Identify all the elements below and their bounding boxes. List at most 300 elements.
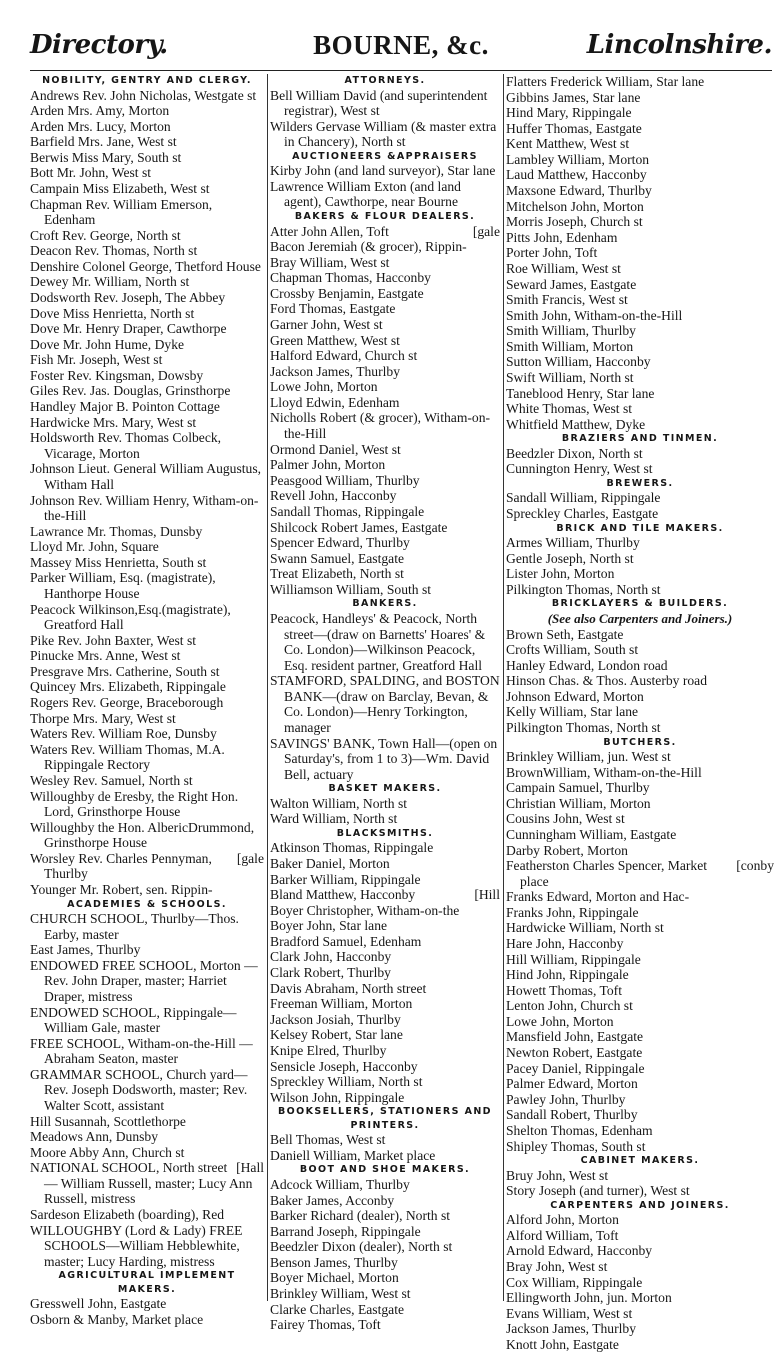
entry-text: Palmer John, Morton [270, 457, 386, 473]
entry-text: Holdsworth Rev. Thomas Colbeck, Vicarage, Morton [30, 430, 222, 461]
entry-text: Arnold Edward, Hacconby [506, 1243, 653, 1259]
directory-entry [30, 711, 264, 727]
directory-entry [30, 274, 264, 290]
directory-entry [30, 415, 264, 431]
entry-text: Jackson Josiah, Thurlby [270, 1011, 401, 1027]
column-divider [267, 74, 268, 1301]
directory-entry [270, 1255, 500, 1271]
entry-text: Lawrence William Exton (and land agent), Cawthorpe, near Bourne [270, 178, 461, 210]
entry-text: Hill William, Rippingale [506, 951, 641, 967]
entry-text: Sandall Robert, Thurlby [506, 1107, 638, 1123]
section-heading: BOOKSELLERS, STATIONERS AND PRINTERS. [278, 1106, 492, 1131]
directory-entry [506, 704, 774, 720]
directory-entry [270, 1059, 500, 1075]
entry-text: Christian William, Morton [506, 795, 651, 811]
directory-entry [270, 395, 500, 411]
directory-entry [506, 277, 774, 293]
entry-text: Fairey Thomas, Toft [270, 1317, 381, 1333]
directory-column-3 [506, 74, 774, 1352]
entry-text: Ellingworth John, jun. Morton [506, 1290, 672, 1306]
directory-entry [506, 230, 774, 246]
entry-text: Ward William, North st [270, 811, 398, 827]
directory-entry [270, 811, 500, 827]
directory-entry [30, 1160, 264, 1207]
entry-text: Bruy John, West st [506, 1167, 609, 1183]
directory-entry [506, 796, 774, 812]
entry-text: Ford Thomas, Eastgate [270, 301, 396, 317]
directory-entry [506, 936, 774, 952]
entry-text: Waters Rev. William Roe, Dunsby [30, 726, 217, 742]
entry-text: Denshire Colonel George, Thetford House [30, 258, 261, 274]
entry-text: WILLOUGHBY (Lord & Lady) FREE SCHOOLS—William Hebblewhite, master; Lucy Harding, mistress [30, 1222, 243, 1269]
entry-text: Pilkington Thomas, North st [506, 719, 661, 735]
entry-text: Dodsworth Rev. Joseph, The Abbey [30, 290, 226, 306]
entry-text: Baker James, Acconby [270, 1192, 395, 1208]
entry-text: Lowe John, Morton [270, 379, 378, 395]
entry-text: Bacon Jeremiah (& grocer), Rippin- [270, 239, 467, 255]
directory-entry [506, 858, 774, 889]
entry-text: ENDOWED FREE SCHOOL, Morton —Rev. John Draper, master; Harriet Draper, mistress [30, 957, 258, 1004]
section-heading: CARPENTERS AND JOINERS. [550, 1199, 730, 1211]
directory-entry [270, 224, 500, 240]
directory-entry [30, 352, 264, 368]
directory-entry [270, 965, 500, 981]
directory-entry [270, 255, 500, 271]
directory-entry [506, 627, 774, 643]
directory-entry [506, 952, 774, 968]
entry-text: Brown Seth, Eastgate [506, 626, 624, 642]
directory-entry [506, 1275, 774, 1291]
entry-text: ENDOWED SCHOOL, Rippingale— William Gale, master [30, 1004, 237, 1036]
entry-text: Hanley Edward, London road [506, 657, 668, 673]
directory-entry [270, 996, 500, 1012]
entry-text: Dewey Mr. William, North st [30, 274, 190, 290]
directory-entry [270, 488, 500, 504]
entry-text: Dove Miss Henrietta, North st [30, 305, 195, 321]
entry-text: GRAMMAR SCHOOL, Church yard— Rev. Joseph Dodsworth, master; Rev. Walter Scott, assistant [30, 1066, 248, 1113]
header-title: BOURNE, &c. [313, 30, 489, 60]
directory-entry [506, 658, 774, 674]
entry-text: Kirby John (and land surveyor), Star lane [270, 163, 496, 179]
directory-entry [506, 1107, 774, 1123]
entry-text: Brinkley William, jun. West st [506, 749, 671, 765]
entry-text: Sardeson Elizabeth (boarding), Red [30, 1207, 225, 1223]
directory-entry [506, 1168, 774, 1184]
entry-text: Darby Robert, Morton [506, 842, 628, 858]
directory-entry [506, 1045, 774, 1061]
directory-entry [30, 88, 264, 104]
entry-text: Newton Robert, Eastgate [506, 1045, 643, 1061]
directory-entry [506, 506, 774, 522]
directory-entry [30, 103, 264, 119]
entry-text: Smith Francis, West st [506, 292, 628, 308]
entry-text: Franks John, Rippingale [506, 904, 639, 920]
entry-text: Porter John, Toft [506, 245, 598, 261]
directory-entry [270, 949, 500, 965]
directory-entry [506, 183, 774, 199]
directory-entry [270, 1193, 500, 1209]
entry-text: Beedzler Dixon, North st [506, 445, 643, 461]
directory-entry [30, 1067, 264, 1114]
entry-text: Maxsone Edward, Thurlby [506, 183, 652, 199]
directory-entry [506, 214, 774, 230]
directory-entry [506, 121, 774, 137]
entry-runover: [conby [736, 858, 774, 874]
header-right-running-title: Lincolnshire. [586, 30, 772, 60]
entry-text: Pawley John, Thurlby [506, 1091, 626, 1107]
directory-entry [270, 379, 500, 395]
entry-text: Handley Major B. Pointon Cottage [30, 399, 220, 415]
directory-entry [506, 308, 774, 324]
directory-entry [506, 370, 774, 386]
directory-entry [506, 551, 774, 567]
directory-entry [270, 88, 500, 119]
directory-entry [506, 261, 774, 277]
entry-text: Knipe Elred, Thurlby [270, 1042, 387, 1058]
directory-entry [270, 239, 500, 255]
entry-text: Lawrance Mr. Thomas, Dunsby [30, 523, 203, 539]
entry-text: Berwis Miss Mary, South st [30, 149, 182, 165]
entry-text: Younger Mr. Robert, sen. Rippin- [30, 881, 213, 897]
directory-entry [30, 430, 264, 461]
entry-text: Dove Mr. Henry Draper, Cawthorpe [30, 321, 227, 337]
entry-text: Crossby Benjamin, Eastgate [270, 285, 424, 301]
directory-entry [270, 442, 500, 458]
directory-entry [506, 323, 774, 339]
directory-entry [270, 673, 500, 735]
directory-entry [30, 228, 264, 244]
directory-entry [506, 167, 774, 183]
directory-entry [30, 602, 264, 633]
entry-text: Osborn & Manby, Market place [30, 1311, 204, 1327]
entry-text: Williamson William, South st [270, 581, 432, 597]
entry-text: Campain Miss Elizabeth, West st [30, 180, 210, 196]
directory-entry [506, 152, 774, 168]
directory-entry [506, 446, 774, 462]
section-heading: BREWERS. [606, 477, 674, 489]
entry-text: BrownWilliam, Witham-on-the-Hill [506, 764, 702, 780]
directory-entry [270, 473, 500, 489]
entry-text: Hardwicke William, North st [506, 920, 664, 936]
section-heading: BRICK AND TILE MAKERS. [556, 522, 724, 534]
entry-text: Walton William, North st [270, 795, 408, 811]
directory-entry [30, 726, 264, 742]
directory-entry [30, 1114, 264, 1130]
directory-entry [30, 742, 264, 773]
entry-runover: [gale [236, 850, 264, 866]
entry-text: Lloyd Edwin, Edenham [270, 394, 400, 410]
entry-text: Armes William, Thurlby [506, 535, 640, 551]
directory-entry [506, 386, 774, 402]
directory-entry [270, 796, 500, 812]
entry-text: Gentle Joseph, North st [506, 550, 634, 566]
entry-text: Deacon Rev. Thomas, North st [30, 243, 198, 259]
section-heading: BOOT AND SHOE MAKERS. [299, 1164, 471, 1176]
entry-text: Atkinson Thomas, Rippingale [270, 840, 434, 856]
entry-text: Spreckley Charles, Eastgate [506, 506, 659, 522]
directory-entry [270, 364, 500, 380]
entry-text: Nicholls Robert (& grocer), Witham-on-the-Hill [270, 410, 491, 442]
entry-text: Smith William, Thurlby [506, 323, 636, 339]
entry-text: Gibbins James, Star lane [506, 89, 641, 105]
entry-text: Sensicle Joseph, Hacconby [270, 1058, 418, 1074]
entry-text: Sandall Thomas, Rippingale [270, 503, 425, 519]
directory-entry [270, 887, 500, 903]
entry-text: Halford Edward, Church st [270, 348, 418, 364]
directory-entry [506, 983, 774, 999]
directory-entry [270, 179, 500, 210]
entry-text: Featherston Charles Spencer, Market place [506, 858, 708, 889]
directory-entry [270, 410, 500, 441]
directory-entry [506, 1123, 774, 1139]
directory-entry [30, 306, 264, 322]
directory-entry [506, 535, 774, 551]
directory-entry [270, 582, 500, 598]
directory-entry [30, 664, 264, 680]
entry-text: Fish Mr. Joseph, West st [30, 352, 163, 368]
entry-text: White Thomas, West st [506, 401, 633, 417]
directory-entry [30, 243, 264, 259]
directory-entry [270, 1208, 500, 1224]
directory-entry [30, 882, 264, 898]
entry-text: Freeman William, Morton [270, 996, 413, 1012]
entry-text: Hill Susannah, Scottlethorpe [30, 1113, 186, 1129]
entry-text: Arden Mrs. Amy, Morton [30, 103, 170, 119]
directory-entry [506, 199, 774, 215]
entry-text: Evans William, West st [506, 1305, 633, 1321]
directory-entry [270, 856, 500, 872]
entry-text: Swift William, North st [506, 369, 634, 385]
directory-entry [30, 150, 264, 166]
entry-text: Atter John Allen, Toft [270, 223, 389, 239]
directory-entry [30, 134, 264, 150]
directory-entry [506, 967, 774, 983]
entry-text: Smith William, Morton [506, 338, 634, 354]
directory-entry [30, 259, 264, 275]
directory-entry [506, 582, 774, 598]
entry-text: Bray William, West st [270, 254, 390, 270]
directory-entry [506, 1306, 774, 1322]
entry-text: Parker William, Esq. (magistrate), Hanthorpe House [30, 570, 216, 601]
entry-text: Chapman Thomas, Hacconby [270, 270, 431, 286]
directory-entry [506, 74, 774, 90]
entry-text: Shelton Thomas, Edenham [506, 1122, 653, 1138]
directory-entry [30, 789, 264, 820]
directory-entry [30, 851, 264, 882]
directory-entry [506, 490, 774, 506]
directory-entry [506, 566, 774, 582]
directory-entry [506, 1139, 774, 1155]
entry-text: Johnson Rev. William Henry, Witham-on-the-Hill [30, 492, 259, 524]
directory-entry [506, 673, 774, 689]
entry-text: Baker Daniel, Morton [270, 856, 390, 872]
directory-entry [30, 119, 264, 135]
directory-entry [30, 493, 264, 524]
entry-text: Sutton William, Hacconby [506, 354, 651, 370]
directory-entry [30, 773, 264, 789]
entry-text: Lambley William, Morton [506, 151, 650, 167]
directory-entry [270, 1177, 500, 1193]
entry-text: Wilders Gervase William (& master extra in Chancery), North st [270, 118, 497, 150]
entry-text: East James, Thurlby [30, 942, 141, 958]
section-heading: BASKET MAKERS. [328, 783, 442, 795]
entry-text: Peasgood William, Thurlby [270, 472, 420, 488]
entry-text: Dove Mr. John Hume, Dyke [30, 336, 185, 352]
directory-entry [30, 958, 264, 1005]
entry-text: Story Joseph (and turner), West st [506, 1183, 690, 1199]
directory-entry [270, 981, 500, 997]
directory-entry [30, 1005, 264, 1036]
directory-entry [506, 1337, 774, 1352]
directory-entry [30, 461, 264, 492]
entry-text: Hare John, Hacconby [506, 936, 624, 951]
directory-entry [506, 1092, 774, 1108]
directory-entry [270, 119, 500, 150]
directory-entry [506, 843, 774, 859]
directory-entry [506, 1014, 774, 1030]
page-header [30, 26, 772, 70]
directory-entry [270, 286, 500, 302]
entry-text: Willoughby the Hon. AlbericDrummond, Grinsthorpe House [30, 819, 255, 851]
directory-entry [506, 1183, 774, 1199]
entry-text: Hind Mary, Rippingale [506, 105, 632, 121]
directory-entry [506, 1029, 774, 1045]
entry-text: Boyer John, Star lane [270, 918, 388, 934]
section-heading: CABINET MAKERS. [580, 1155, 700, 1167]
entry-text: Johnson Edward, Morton [506, 688, 644, 704]
directory-column-1 [30, 74, 264, 1327]
entry-text: Cunnington Henry, West st [506, 461, 653, 477]
entry-text: Campain Samuel, Thurlby [506, 780, 650, 796]
directory-entry [270, 301, 500, 317]
entry-text: Gresswell John, Eastgate [30, 1296, 167, 1312]
header-rule [30, 70, 772, 71]
entry-text: Hardwicke Mrs. Mary, West st [30, 414, 197, 430]
entry-text: Huffer Thomas, Eastgate [506, 120, 642, 136]
entry-text: Barker William, Rippingale [270, 871, 421, 887]
entry-text: Foster Rev. Kingsman, Dowsby [30, 367, 204, 383]
directory-entry [270, 1148, 500, 1164]
entry-text: Hind John, Rippingale [506, 967, 629, 983]
directory-entry [506, 642, 774, 658]
directory-entry [506, 1243, 774, 1259]
entry-text: Laud Matthew, Hacconby [506, 167, 647, 183]
entry-text: Bell Thomas, West st [270, 1132, 386, 1148]
directory-entry [270, 1132, 500, 1148]
directory-entry [30, 942, 264, 958]
section-heading: NOBILITY, GENTRY AND CLERGY. [42, 75, 252, 86]
entry-text: Palmer Edward, Morton [506, 1076, 638, 1092]
directory-entry [30, 368, 264, 384]
entry-text: Willoughby de Eresby, the Right Hon. Lord, Grinsthorpe House [30, 788, 239, 820]
entry-text: Pitts John, Edenham [506, 229, 618, 245]
entry-runover: [Hill [474, 887, 500, 903]
directory-entry [270, 934, 500, 950]
entry-text: Clark John, Hacconby [270, 949, 392, 965]
directory-entry [30, 321, 264, 337]
entry-runover: [gale [472, 223, 500, 239]
entry-text: Giles Rev. Jas. Douglas, Grinsthorpe [30, 383, 231, 399]
entry-text: Spreckley William, North st [270, 1074, 423, 1090]
entry-text: Bland Matthew, Hacconby [270, 887, 416, 903]
directory-entry [506, 292, 774, 308]
directory-entry [30, 539, 264, 555]
entry-text: Worsley Rev. Charles Pennyman, Thurlby [30, 850, 212, 882]
entry-text: Daniell William, Market place [270, 1147, 436, 1163]
section-heading: AUCTIONEERS &APPRAISERS [292, 150, 478, 162]
entry-text: Pilkington Thomas, North st [506, 581, 661, 597]
directory-entry [30, 1207, 264, 1223]
directory-entry [506, 1228, 774, 1244]
header-left-running-title: Directory. [30, 30, 168, 60]
entry-text: Adcock William, Thurlby [270, 1176, 410, 1192]
directory-entry [30, 679, 264, 695]
entry-text: Pike Rev. John Baxter, West st [30, 632, 197, 648]
entry-text: Green Matthew, West st [270, 332, 400, 348]
directory-entry [506, 1321, 774, 1337]
entry-text: Swann Samuel, Eastgate [270, 550, 405, 566]
column-divider [503, 74, 504, 1301]
entry-text: Bell William David (and superintendent registrar), West st [270, 87, 488, 119]
directory-entry [30, 555, 264, 571]
directory-entry [270, 1302, 500, 1318]
entry-text: Knott John, Eastgate [506, 1336, 619, 1352]
entry-text: Benson James, Thurlby [270, 1254, 398, 1270]
directory-entry [30, 1036, 264, 1067]
directory-entry [270, 270, 500, 286]
entry-text: Bradford Samuel, Edenham [270, 933, 422, 949]
directory-entry [270, 840, 500, 856]
entry-text: Barker Richard (dealer), North st [270, 1208, 451, 1224]
directory-entry [506, 136, 774, 152]
directory-entry [270, 1027, 500, 1043]
section-heading: BANKERS. [352, 598, 418, 610]
entry-text: Boyer Michael, Morton [270, 1270, 399, 1286]
entry-text: Meadows Ann, Dunsby [30, 1129, 159, 1145]
entry-text: Shipley Thomas, South st [506, 1138, 646, 1154]
entry-text: Kelly William, Star lane [506, 704, 639, 720]
entry-text: Quincey Mrs. Elizabeth, Rippingale [30, 679, 226, 695]
entry-text: Barrand Joseph, Rippingale [270, 1223, 421, 1239]
entry-text: Beedzler Dixon (dealer), North st [270, 1239, 453, 1255]
directory-entry [506, 749, 774, 765]
entry-text: Flatters Frederick William, Star lane [506, 74, 705, 89]
directory-entry [506, 1061, 774, 1077]
directory-entry [30, 820, 264, 851]
section-heading: AGRICULTURAL IMPLEMENT MAKERS. [58, 1270, 236, 1295]
entry-text: Alford John, Morton [506, 1212, 619, 1228]
directory-entry [30, 1223, 264, 1270]
entry-text: Barfield Mrs. Jane, West st [30, 134, 177, 150]
entry-text: Hinson Chas. & Thos. Austerby road [506, 673, 708, 689]
directory-entry [506, 417, 774, 433]
directory-entry [506, 105, 774, 121]
entry-text: Crofts William, South st [506, 642, 639, 658]
directory-entry [270, 535, 500, 551]
entry-text: Peacock, Handleys' & Peacock, North street—(draw on Barnetts' Hoares' & Co. London)—Wilkinson Peacock, Esq. resident partner, Greatford Hall [270, 610, 486, 673]
entry-text: Peacock Wilkinson,Esq.(magistrate), Greatford Hall [30, 601, 231, 633]
entry-text: Ormond Daniel, West st [270, 441, 401, 457]
entry-text: Wesley Rev. Samuel, North st [30, 772, 193, 788]
directory-entry [506, 90, 774, 106]
directory-entry [506, 1290, 774, 1306]
directory-entry [270, 611, 500, 673]
entry-text: Massey Miss Henrietta, South st [30, 554, 207, 570]
directory-entry [506, 1212, 774, 1228]
directory-entry [270, 1317, 500, 1333]
directory-entry [30, 181, 264, 197]
entry-text: Croft Rev. George, North st [30, 227, 181, 243]
